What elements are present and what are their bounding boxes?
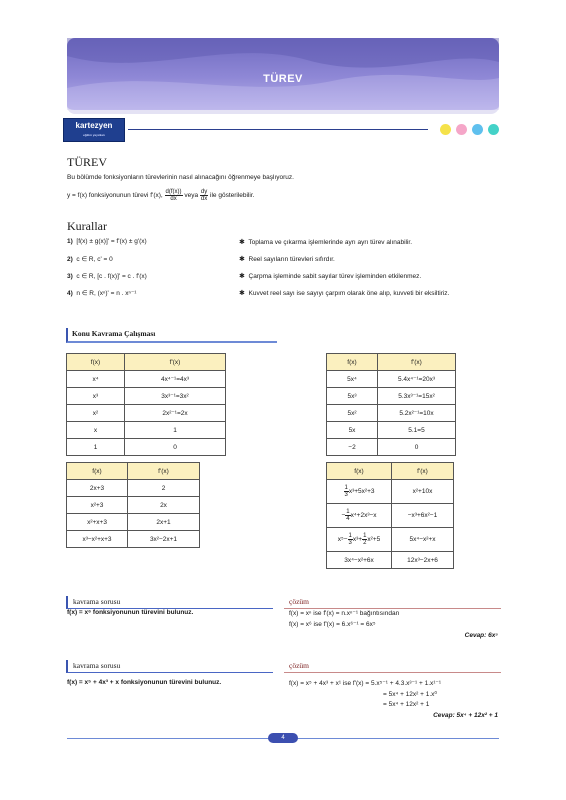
derivative-table-4: [326, 462, 454, 569]
table-row: [327, 528, 454, 552]
table-cell: 3x³⁻¹=3x²: [125, 388, 226, 405]
table-cell: 4x⁴⁻¹=4x³: [125, 371, 226, 388]
kavrama-sorusu-header: kavrama sorusu: [66, 596, 273, 609]
table-header: f'(x): [378, 354, 456, 371]
notation-text: veya: [184, 192, 199, 200]
table-row: [67, 422, 226, 439]
expr-part: x²+5: [367, 536, 381, 544]
table-cell: 5x: [327, 422, 378, 439]
cozum-header: çözüm: [284, 596, 501, 609]
derivative-table-3: [66, 462, 200, 548]
section-heading-konu-kavrama: Konu Kavrama Çalışması: [66, 328, 277, 343]
rule-formula: c ∈ R, [c . f(x)]' = c . f'(x): [76, 273, 147, 280]
logo-subtext: eğitim yayınları: [83, 133, 105, 137]
header-rule: [128, 129, 428, 130]
table-cell: x²+x+3: [67, 514, 128, 531]
table-row: [67, 371, 226, 388]
rule-2: [67, 255, 113, 263]
rule-note: Çarpma işleminde sabit sayılar türev işleminden etkilenmez.: [248, 273, 422, 280]
fraction-den: dx: [170, 196, 177, 202]
solution-line: = 5x⁴ + 12x² + 1: [383, 701, 430, 708]
table-row: [327, 480, 454, 504]
page-number: 4: [268, 733, 298, 743]
table-cell: [327, 528, 392, 552]
star-icon: ✱: [239, 290, 245, 297]
table-cell: 12x³−2x+6: [392, 552, 454, 569]
table-cell: 5x²: [327, 405, 378, 422]
rule-number: 2): [67, 256, 73, 263]
table-row: [327, 439, 456, 456]
decorative-dot: [440, 124, 451, 135]
page-title: TÜREV: [263, 73, 303, 85]
rule-1: [67, 238, 147, 245]
table-cell: x³−x²+x+3: [67, 531, 128, 548]
intro-text: Bu bölümde fonksiyonların türevlerinin nasıl alınacağını öğrenmeye başlıyoruz.: [67, 174, 294, 181]
table-cell: x²: [67, 405, 125, 422]
rule-4-note: [239, 289, 449, 297]
header-banner: [67, 38, 499, 114]
solution-line: f(x) = x⁶ ise f'(x) = 6.x⁶⁻¹ = 6x⁵: [289, 621, 376, 628]
table-cell: x²+3: [67, 497, 128, 514]
table-cell: 0: [125, 439, 226, 456]
rule-2-note: [239, 255, 335, 263]
solution-line: f(x) = x⁵ + 4x³ + x¹ ise f'(x) = 5.x⁵⁻¹ + 4.3.x³⁻¹ + 1.x¹⁻¹: [289, 680, 442, 687]
rule-4: [67, 289, 136, 297]
fraction-num: 1: [363, 533, 367, 539]
table-cell: x²+10x: [392, 480, 454, 504]
fraction-num: 1: [346, 509, 350, 515]
fraction-num: dy: [200, 189, 208, 195]
table-row: [67, 514, 200, 531]
table-header: f(x): [327, 354, 378, 371]
fraction-den: 4: [346, 516, 350, 522]
table-cell: 2x+3: [67, 480, 128, 497]
table-cell: 5x⁴: [327, 371, 378, 388]
table-row: [327, 371, 456, 388]
expr-part: x⁵−: [337, 536, 348, 544]
intro-notation: [67, 189, 254, 202]
table-row: [327, 405, 456, 422]
table-row: [327, 388, 456, 405]
fraction-den: 3: [348, 540, 352, 546]
derivative-table-2: [326, 353, 456, 456]
table-cell: 5x³: [327, 388, 378, 405]
solution-line: f(x) = xⁿ ise f'(x) = n.xⁿ⁻¹ bağıntısından: [289, 610, 400, 617]
expr-part: x⁴+2x³−x: [350, 512, 377, 520]
table-cell: −x³+6x²−1: [392, 504, 454, 528]
cozum-header: çözüm: [284, 660, 501, 673]
table-row: [327, 422, 456, 439]
rule-note: Toplama ve çıkarma işlemlerinde ayrı ayrı türev alınabilir.: [248, 239, 413, 246]
table-header: f(x): [67, 463, 128, 480]
logo-text: kartezyen: [75, 121, 113, 130]
star-icon: ✱: [239, 273, 245, 280]
table-cell: 0: [378, 439, 456, 456]
table-cell: 2: [128, 480, 200, 497]
table-row: [327, 552, 454, 569]
fraction-num: d(f(x)): [165, 189, 182, 195]
question-text: f(x) = x⁶ fonksiyonunun türevini bulunuz.: [67, 609, 194, 616]
publisher-logo: [63, 118, 125, 142]
notation-fraction: [200, 189, 208, 202]
table-cell: [327, 504, 392, 528]
table-cell: 2x+1: [128, 514, 200, 531]
decorative-dot: [488, 124, 499, 135]
fraction-num: 1: [348, 533, 352, 539]
table-cell: [327, 480, 392, 504]
fraction-den: dx: [200, 196, 208, 202]
solution-line: = 5x⁴ + 12x² + 1.x⁰: [383, 691, 437, 698]
rule-number: 4): [67, 290, 73, 297]
table-cell: x³: [67, 388, 125, 405]
section-heading-turev: TÜREV: [67, 155, 107, 169]
rule-number: 1): [67, 238, 73, 245]
rule-1-note: [239, 238, 412, 246]
decorative-dot: [456, 124, 467, 135]
question-text: f(x) = x⁵ + 4x³ + x fonksiyonunun türevini bulunuz.: [67, 679, 222, 686]
kavrama-sorusu-header: kavrama sorusu: [66, 660, 273, 673]
table-cell: 5.2x²⁻¹=10x: [378, 405, 456, 422]
table-row: [67, 388, 226, 405]
table-cell: x⁴: [67, 371, 125, 388]
table-cell: 5x⁴−x²+x: [392, 528, 454, 552]
table-cell: 2x²⁻¹=2x: [125, 405, 226, 422]
table-cell: 1: [125, 422, 226, 439]
table-row: [67, 497, 200, 514]
fraction-num: 1: [344, 485, 348, 491]
rule-3: [67, 272, 147, 280]
rule-formula: [f(x) ± g(x)]' = f'(x) ± g'(x): [76, 238, 147, 245]
table-header: f(x): [67, 354, 125, 371]
fraction-den: 3: [344, 492, 348, 498]
expr-part: x³+: [352, 536, 363, 544]
table-cell: x: [67, 422, 125, 439]
table-row: [327, 504, 454, 528]
table-header: f'(x): [125, 354, 226, 371]
fraction-den: 2: [363, 540, 367, 546]
table-cell: 3x²−2x+1: [128, 531, 200, 548]
decorative-dot: [472, 124, 483, 135]
table-header: f'(x): [392, 463, 454, 480]
table-cell: −2: [327, 439, 378, 456]
rule-note: Kuvvet reel sayı ise sayıyı çarpım olarak öne alıp, kuvveti bir eksiltiriz.: [248, 290, 450, 297]
table-header: f(x): [327, 463, 392, 480]
table-row: [67, 439, 226, 456]
expr-part: x³+5x²+3: [348, 488, 375, 496]
table-cell: 5.3x³⁻¹=15x²: [378, 388, 456, 405]
section-heading-kurallar: Kurallar: [67, 219, 107, 233]
answer-text: Cevap: 6x⁵: [464, 632, 498, 639]
table-cell: 1: [67, 439, 125, 456]
table-row: [67, 405, 226, 422]
rule-note: Reel sayıların türevleri sıfırdır.: [248, 256, 335, 263]
rule-formula: c ∈ R, c' = 0: [76, 256, 113, 263]
notation-fraction: [165, 189, 183, 202]
answer-text: Cevap: 5x⁴ + 12x² + 1: [433, 712, 498, 719]
notation-text: y = f(x) fonksiyonunun türevi f'(x),: [67, 192, 163, 200]
star-icon: ✱: [239, 239, 245, 246]
notation-text: ile gösterilebilir.: [210, 192, 255, 200]
table-row: [67, 480, 200, 497]
table-cell: 5.4x⁴⁻¹=20x³: [378, 371, 456, 388]
table-row: [67, 531, 200, 548]
rule-formula: n ∈ R, (xⁿ)' = n . xⁿ⁻¹: [76, 290, 137, 297]
table-header: f'(x): [128, 463, 200, 480]
expr-part: −: [341, 512, 346, 520]
derivative-table-1: [66, 353, 226, 456]
table-cell: 5.1=5: [378, 422, 456, 439]
table-cell: 2x: [128, 497, 200, 514]
table-cell: 3x⁴−x²+6x: [327, 552, 392, 569]
star-icon: ✱: [239, 256, 245, 263]
rule-number: 3): [67, 273, 73, 280]
rule-3-note: [239, 272, 421, 280]
